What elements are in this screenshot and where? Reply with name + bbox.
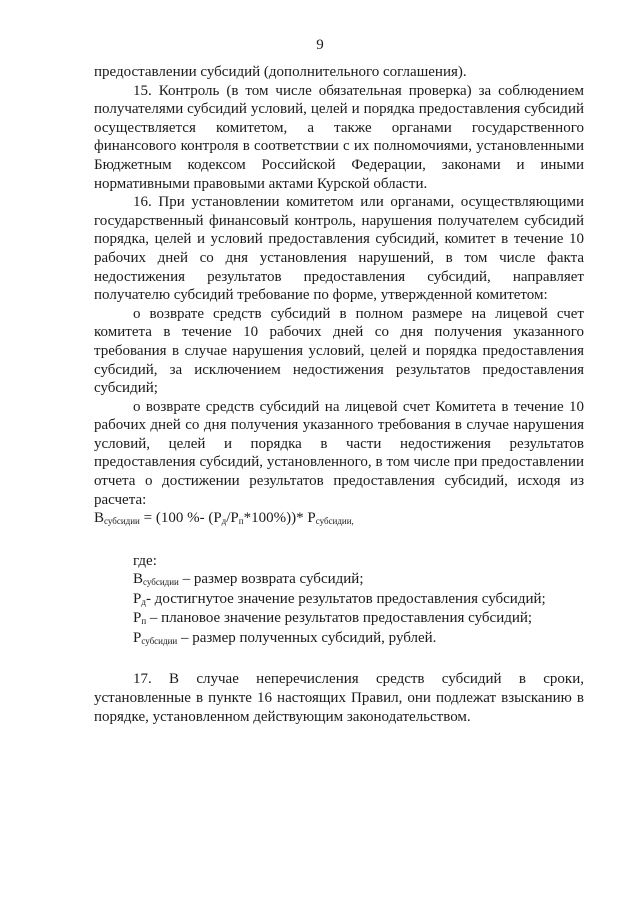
formula-b: В: [94, 510, 105, 527]
formula-b-subscript: субсидии: [104, 516, 140, 527]
formula-middle: = (100 %- (Р: [139, 510, 222, 527]
paragraph-15: 15. Контроль (в том числе обязательная проверка) за соблюдением получателями субсидий условий, целей и порядка предоставления субсидий осуществляется комитетом, а также органами государственного финансового контроля в соответствии с их полномочиями, установленными Бюджетным кодексом Российской Федерации, законами и иными нормативными правовыми актами Курской области.: [94, 82, 584, 192]
definition-symbol: Р: [133, 610, 142, 627]
definition-subscript: субсидии: [143, 577, 179, 588]
page-number: 9: [316, 37, 324, 53]
definitions-intro: где:: [133, 552, 157, 569]
definition-text: - достигнутое значение результатов предоставления субсидий;: [145, 590, 546, 607]
paragraph-17: 17. В случае неперечисления средств субсидий в сроки, установленные в пункте 16 настоящих Правил, они подлежат взысканию в порядке, установленном действующим законодательством.: [94, 671, 584, 725]
return-formula: [94, 509, 584, 528]
formula-r-subscript: субсидии,: [315, 516, 354, 527]
definition-text: – плановое значение результатов предоставления субсидий;: [146, 610, 533, 627]
definition-subscript: д: [141, 596, 146, 607]
definition-subscript: п: [141, 616, 147, 627]
definition-text: – размер возврата субсидий;: [178, 571, 364, 588]
formula-tail: *100%))* Р: [243, 510, 316, 527]
definition-symbol: Р: [133, 590, 142, 607]
formula-d-subscript: д: [221, 516, 227, 527]
paragraph-16-partial-return: о возврате средств субсидий на лицевой счет Комитета в течение 10 рабочих дней со дня получения указанного требования в случае нарушения условий, целей и порядка в части недостижения результатов предоставления субсидий, установленного, в том числе при предоставлении отчета о достижении результатов предоставления субсидий, исходя из расчета:: [94, 398, 584, 508]
paragraph-16-full-return: о возврате средств субсидий в полном размере на лицевой счет комитета в течение 10 рабочих дней со дня получения указанного требования в случае нарушения условий, целей и порядка предоставления субсидий, за исключением недостижения результатов предоставления субсидий;: [94, 305, 584, 397]
paragraph-continuation: предоставлении субсидий (дополнительного соглашения).: [94, 64, 467, 80]
paragraph-16: 16. При установлении комитетом или органами, осуществляющими государственный финансовый контроль, нарушения получателем субсидий порядка, целей и условий предоставления субсидий, комитет в течение 10 рабочих дней со дня установления нарушений, в том числе факта недостижения результатов предоставления субсидий, направляет получателю субсидий требование по форме, утвержденной комитетом:: [94, 194, 584, 304]
formula-p-subscript: п: [238, 516, 244, 527]
formula-slash: /Р: [226, 510, 239, 527]
definition-planned-value: [94, 609, 584, 629]
definition-achieved-value: [94, 590, 584, 610]
definition-subscript: субсидии: [141, 635, 178, 646]
definition-symbol: В: [133, 571, 144, 588]
definition-return-amount: [94, 570, 584, 590]
definition-text: – размер полученных субсидий, рублей.: [177, 629, 437, 646]
document-body: [94, 63, 584, 726]
definition-symbol: Р: [133, 629, 142, 646]
definition-subsidy-amount: [94, 629, 584, 649]
